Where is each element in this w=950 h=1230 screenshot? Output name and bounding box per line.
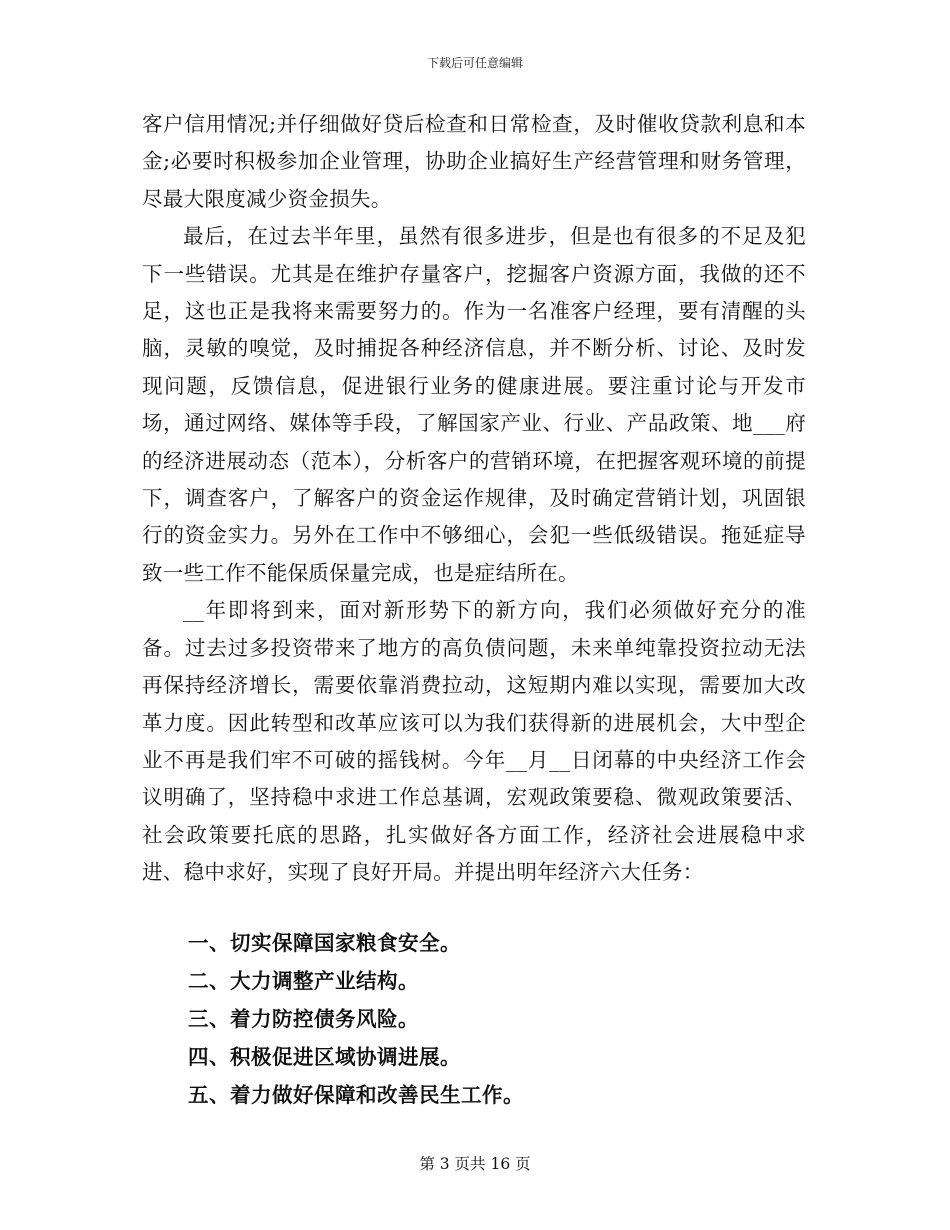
task-item: 五、着力做好保障和改善民生工作。 [188, 1083, 524, 1107]
document-body [142, 106, 806, 892]
paragraph-summary: 最后，在过去半年里，虽然有很多进步，但是也有很多的不足及犯下一些错误。尤其是在维护存量客户，挖掘客户资源方面，我做的还不足，这也正是我将来需要努力的。作为一名准客户经理，要有清醒的头脑，灵敏的嗅觉，及时捕捉各种经济信息，并不断分析、讨论、及时发现问题，反馈信息，促进银行业务的健康进展。要注重讨论与开发市场，通过网络、媒体等手段，了解国家产业、行业、产品政策、地___府的经济进展动态（范本），分析客户的营销环境，在把握客观环境的前提下，调查客户，了解客户的资金运作规律，及时确定营销计划，巩固银行的资金实力。另外在工作中不够细心，会犯一些低级错误。拖延症导致一些工作不能保质保量完成，也是症结所在。 [142, 224, 806, 585]
task-item: 一、切实保障国家粮食安全。 [188, 931, 461, 955]
task-item: 四、积极促进区域协调进展。 [188, 1045, 461, 1069]
page-number: 第 3 页共 16 页 [419, 1155, 531, 1173]
task-item: 二、大力调整产业结构。 [188, 969, 419, 993]
paragraph-continuation: 客户信用情况;并仔细做好贷后检查和日常检查，及时催收贷款利息和本金;必要时积极参加企业管理，协助企业搞好生产经营管理和财务管理，尽最大限度减少资金损失。 [142, 112, 806, 211]
page-header: 下载后可任意编辑 [426, 56, 523, 70]
paragraph-outlook: __年即将到来，面对新形势下的新方向，我们必须做好充分的准备。过去过多投资带来了地方的高负债问题，未来单纯靠投资拉动无法再保持经济增长，需要依靠消费拉动，这短期内难以实现，需要加大改革力度。因此转型和改革应该可以为我们获得新的进展机会，大中型企业不再是我们牢不可破的摇钱树。今年__月__日闭幕的中央经济工作会议明确了，坚持稳中求进工作总基调，宏观政策要稳、微观政策要活、社会政策要托底的思路，扎实做好各方面工作，经济社会进展稳中求进、稳中求好，实现了良好开局。并提出明年经济六大任务： [142, 598, 806, 885]
task-list [188, 924, 808, 1114]
task-item: 三、着力防控债务风险。 [188, 1007, 419, 1031]
